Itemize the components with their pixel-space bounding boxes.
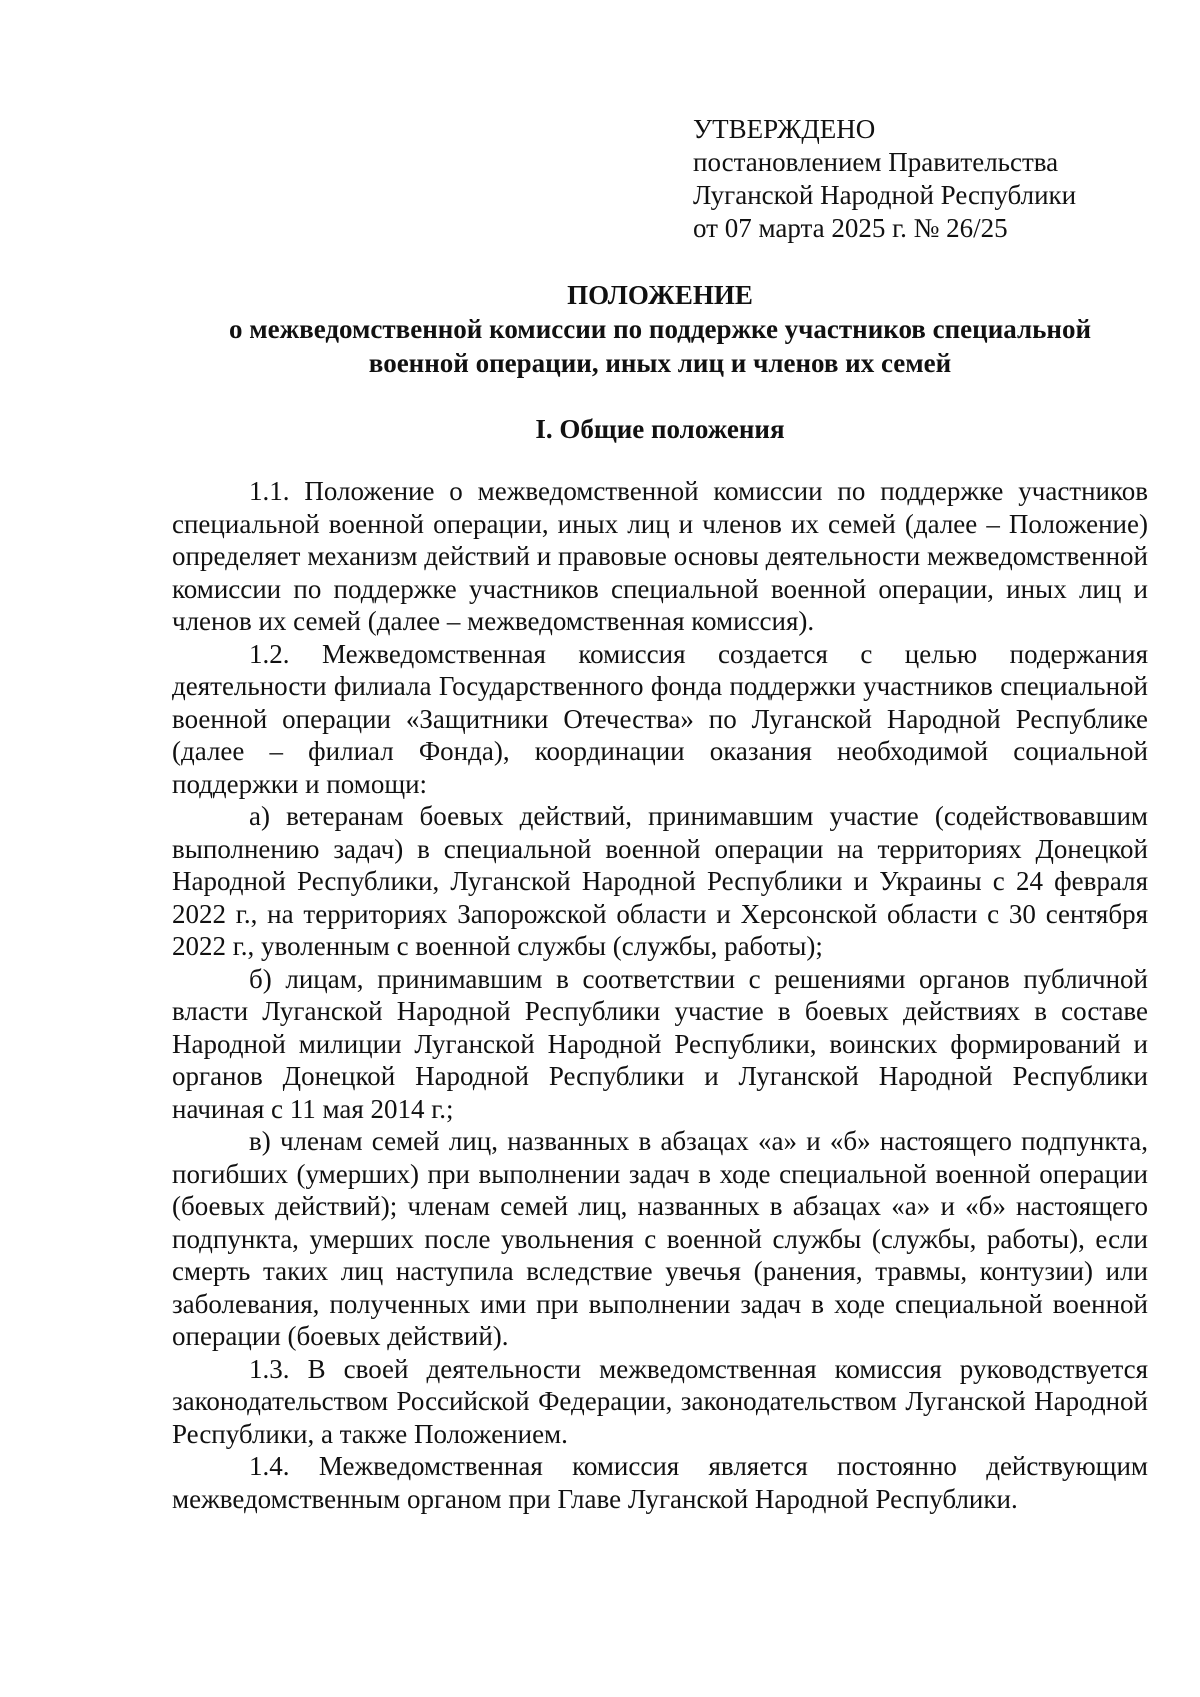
paragraph-1-1: 1.1. Положение о межведомственной комиссии по поддержке участников специальной военной операции, иных лиц и членов их семей (далее – Положение) определяет механизм действий и правовые основы деятельности межведомственной комиссии по поддержке участников специальной военной операции, иных лиц и членов их семей (далее – межведомственная комиссия). <box>172 476 1148 636</box>
approval-date-number: от 07 марта 2025 г. № 26/25 <box>693 213 1008 243</box>
document-title-line-1: о межведомственной комиссии по поддержке участников специальной <box>228 314 1092 344</box>
paragraph-1-4: 1.4. Межведомственная комиссия является постоянно действующим межведомственным органом при Главе Луганской Народной Республики. <box>172 1451 1148 1514</box>
document-title-heading: ПОЛОЖЕНИЕ <box>567 280 753 310</box>
approval-title: УТВЕРЖДЕНО <box>693 114 876 144</box>
paragraph-1-3: 1.3. В своей деятельности межведомственная комиссия руководствуется законодательством Российской Федерации, законодательством Луганской Народной Республики, а также Положением. <box>172 1353 1148 1449</box>
paragraph-item-b: б) лицам, принимавшим в соответствии с решениями органов публичной власти Луганской Народной Республики участие в боевых действиях в составе Народной милиции Луганской Народной Республики, воинских формирований и органов Донецкой Народной Республики и Луганской Народной Республики начиная с 11 мая 2014 г.; <box>172 963 1148 1124</box>
approval-stamp <box>693 113 1076 245</box>
section-heading: I. Общие положения <box>535 414 785 444</box>
approval-by-line: постановлением Правительства <box>693 147 1059 177</box>
paragraph-item-a: а) ветеранам боевых действий, принимавшим участие (содействовавшим выполнению задач) в специальной военной операции на территориях Донецкой Народной Республики, Луганской Народной Республики и Украины с 24 февраля 2022 г., на территориях Запорожской области и Херсонской области с 30 сентября 2022 г., уволенным с военной службы (службы, работы); <box>172 801 1148 961</box>
document-body <box>172 475 1148 1515</box>
paragraph-item-v: в) членам семей лиц, названных в абзацах «а» и «б» настоящего подпункта, погибших (умерших) при выполнении задач в ходе специальной военной операции (боевых действий); членам семей лиц, названных в абзацах «а» и «б» настоящего подпункта, умерших после увольнения с военной службы (службы, работы), если смерть таких лиц наступила вследствие увечья (ранения, травмы, контузии) или заболевания, полученных ими при выполнении задач в ходе специальной военной операции (боевых действий). <box>172 1126 1148 1351</box>
document-title <box>172 278 1148 380</box>
document-title-line-2: военной операции, иных лиц и членов их семей <box>368 348 952 378</box>
approval-authority-line: Луганской Народной Республики <box>693 180 1077 210</box>
paragraph-1-2: 1.2. Межведомственная комиссия создается с целью подержания деятельности филиала Государственного фонда поддержки участников специальной военной операции «Защитники Отечества» по Луганской Народной Республике (далее – филиал Фонда), координации оказания необходимой социальной поддержки и помощи: <box>172 638 1148 799</box>
